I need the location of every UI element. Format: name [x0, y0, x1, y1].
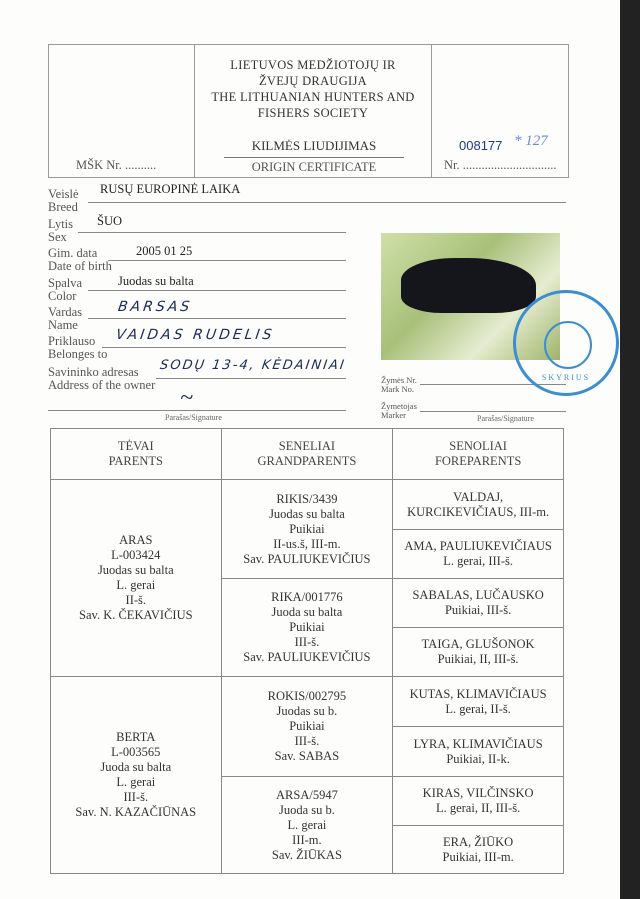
entry-line: ROKIS/002795	[267, 689, 347, 703]
grandparent	[221, 579, 393, 677]
entry-line: III-m.	[292, 832, 322, 847]
sex-value: ŠUO	[97, 214, 123, 228]
entry-line: RIKIS/3439	[276, 491, 338, 506]
entry-line: TAIGA, GLUŠONOK	[421, 637, 535, 651]
msk-number-label: MŠK Nr. ..........	[76, 158, 157, 172]
foreparent	[393, 826, 564, 874]
title-lt: KILMĖS LIUDIJIMAS	[251, 138, 377, 153]
foreparents-header: SENOLIAI FOREPARENTS	[393, 429, 564, 480]
pedigree-table	[50, 428, 564, 874]
entry-line: Sav. N. KAZAČIŪNAS	[75, 805, 197, 819]
entry-line: ARSA/5947	[276, 787, 338, 802]
entry-line: KURCIKEVIČIAUS, III-m.	[407, 504, 550, 519]
sex-label: Lytis Sex	[48, 217, 74, 244]
mark-number-label: Žymės Nr. Mark No.	[381, 375, 417, 394]
parents-header: TĖVAI PARENTS	[51, 429, 222, 480]
entry-line: L-003424	[111, 548, 161, 562]
owner-value: VAIDAS RUDELIS	[114, 327, 276, 343]
entry-line: Sav. K. ČEKAVIČIUS	[79, 608, 193, 622]
entry-line: SABALAS, LUČAUSKO	[412, 588, 544, 602]
certificate-number: 008177	[459, 138, 503, 153]
entry-line: III-š.	[294, 734, 320, 748]
entry-line: LYRA, KLIMAVIČIAUS	[413, 736, 543, 751]
entry-line: L. gerai, II, III-š.	[435, 801, 521, 815]
entry-line: II-us.š, III-m.	[273, 536, 341, 551]
entry-line: Puikiai	[289, 620, 325, 634]
scan-edge	[620, 0, 640, 899]
nr-label: Nr. ..............................	[444, 158, 557, 172]
entry-line: Juoda su balta	[271, 605, 343, 619]
entry-line: Sav. PAULIUKEVIČIUS	[243, 551, 371, 566]
marker-label: Žymetojas Marker	[381, 401, 417, 420]
entry-line: Puikiai	[289, 521, 325, 536]
foreparent	[393, 579, 564, 628]
foreparent	[393, 677, 564, 727]
entry-line: L-003565	[111, 745, 161, 759]
color-value: Juodas su balta	[118, 274, 194, 288]
entry-line: II-š.	[125, 593, 147, 607]
entry-line: Sav. PAULIUKEVIČIUS	[243, 650, 371, 664]
entry-line: Juodas su balta	[97, 563, 174, 577]
org-line: THE LITHUANIAN HUNTERS AND	[211, 90, 415, 104]
grandparents-header: SENELIAI GRANDPARENTS	[221, 429, 393, 480]
grandparent	[221, 480, 393, 579]
entry-line: Puikiai, II-k.	[446, 751, 510, 766]
foreparent	[393, 628, 564, 677]
foreparent	[393, 777, 564, 826]
address-value: SODŲ 13-4, KĖDAINIAI	[158, 358, 347, 373]
entry-line: Juodas su balta	[269, 506, 345, 521]
entry-line: Juoda su b.	[278, 802, 335, 817]
number-cell	[431, 45, 569, 177]
birth-date-label: Gim. data Date of birth	[48, 246, 112, 273]
parent-dam	[51, 677, 222, 874]
entry-line: Puikiai, III-š.	[444, 603, 512, 617]
owner-signature: ~	[180, 385, 193, 411]
entry-line: L. gerai	[116, 775, 156, 789]
owner-label: Priklauso Belonges to	[48, 334, 108, 361]
breed-value: RUSŲ EUROPINĖ LAIKA	[100, 182, 241, 196]
entry-line: L. gerai	[287, 817, 327, 832]
certificate-number-extra: * 127	[514, 133, 548, 149]
organization-name	[195, 57, 431, 121]
name-value: BARSAS	[116, 299, 194, 315]
entry-line: L. gerai	[116, 578, 156, 592]
entry-line: L. gerai, III-š.	[443, 554, 513, 568]
society-stamp: SKYRIUS	[513, 290, 619, 396]
entry-line: III-š.	[123, 790, 149, 804]
entry-line: Puikiai, III-m.	[442, 849, 514, 864]
entry-line: Puikiai	[289, 719, 325, 733]
foreparent	[393, 480, 564, 530]
org-line: ŽVEJŲ DRAUGIJA	[258, 74, 367, 88]
entry-line: ERA, ŽIŪKO	[443, 834, 514, 849]
entry-line: KUTAS, KLIMAVIČIAUS	[409, 686, 547, 701]
grandparent	[221, 677, 393, 777]
address-label: Savininko adresas Address of the owner	[48, 365, 156, 392]
marker-signature-label: Parašas/Signature	[477, 414, 534, 423]
entry-line: RIKA/001776	[271, 590, 343, 604]
entry-line: ARAS	[119, 533, 153, 547]
entry-line: BERTA	[116, 730, 156, 744]
entry-line: AMA, PAULIUKEVIČIAUS	[404, 539, 552, 553]
entry-line: Sav. SABAS	[274, 749, 340, 763]
title-en: ORIGIN CERTIFICATE	[224, 157, 404, 175]
foreparent	[393, 727, 564, 777]
certificate-header	[48, 44, 569, 178]
color-label: Spalva Color	[48, 276, 83, 303]
entry-line: VALDAJ,	[453, 489, 504, 504]
org-line: FISHERS SOCIETY	[257, 106, 369, 120]
grandparent	[221, 777, 393, 874]
org-line: LIETUVOS MEDŽIOTOJŲ IR	[230, 58, 396, 72]
entry-line: Juoda su balta	[100, 760, 172, 774]
parent-sire	[51, 480, 222, 677]
name-label: Vardas Name	[48, 305, 83, 332]
entry-line: Sav. ŽIŪKAS	[271, 847, 342, 862]
entry-line: Juodas su b.	[276, 704, 338, 718]
breed-label: Veislė Breed	[48, 187, 79, 214]
msk-cell	[49, 45, 195, 177]
entry-line: Puikiai, II, III-š.	[437, 652, 519, 666]
entry-line: KIRAS, VILČINSKO	[422, 786, 534, 800]
foreparent	[393, 530, 564, 579]
birth-date-value: 2005 01 25	[136, 244, 193, 258]
signature-label: Parašas/Signature	[165, 413, 222, 422]
entry-line: L. gerai, II-š.	[445, 701, 511, 716]
entry-line: III-š.	[294, 635, 320, 649]
